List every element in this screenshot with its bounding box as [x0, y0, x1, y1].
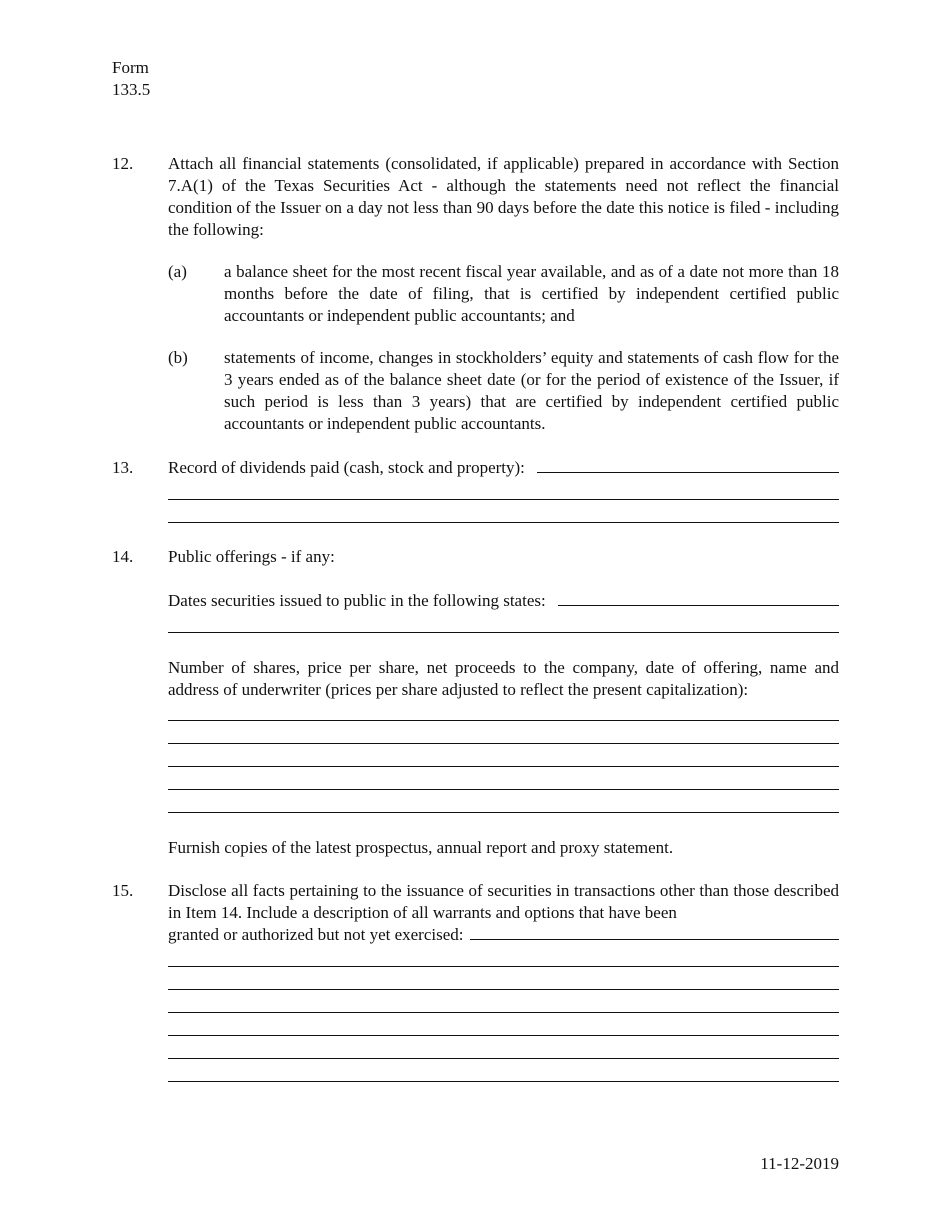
- item-12-a-letter: (a): [168, 262, 187, 281]
- securities-field-line-6[interactable]: [168, 1058, 839, 1059]
- shares-field-line-2[interactable]: [168, 743, 839, 744]
- securities-field-line-3[interactable]: [168, 989, 839, 990]
- dates-label: Dates securities issued to public in the following states:: [168, 591, 546, 610]
- shares-label: Number of shares, price per share, net proceeds to the company, date of offering, name and address of underwriter (prices per share adjusted to reflect the present capitalization):: [168, 658, 839, 699]
- item-12-b-letter: (b): [168, 348, 188, 367]
- item-13-extra-lines: [112, 499, 839, 523]
- item-12-text: Attach all financial statements (consolidated, if applicable) prepared in accordance with Section 7.A(1) of the Texas Securities Act - although the statements need not reflect the financial condition of the Issuer on a day not less than 90 days before the date this notice is filed - including the following:: [168, 154, 839, 239]
- item-14-dates: [112, 590, 839, 612]
- form-identifier: [112, 57, 150, 101]
- item-12: [112, 153, 839, 435]
- dividends-field-line-3[interactable]: [168, 522, 839, 523]
- item-14-dates-extra: [112, 632, 839, 633]
- item-15-text-tail: granted or authorized but not yet exercised:: [168, 925, 464, 944]
- dividends-field-line-1[interactable]: [537, 472, 839, 473]
- dates-field-line-1[interactable]: [558, 605, 839, 606]
- dividends-field-line-2[interactable]: [168, 499, 839, 500]
- item-12-b-text: statements of income, changes in stockholders’ equity and statements of cash flow for the 3 years ended as of the balance sheet date (or for the period of existence of the Issuer, if such period is less than 3 years) that are certified by independent certified public accountants or independent public accountants.: [224, 348, 839, 433]
- form-label: Form: [112, 58, 149, 77]
- securities-field-line-7[interactable]: [168, 1081, 839, 1082]
- furnish-text: Furnish copies of the latest prospectus, annual report and proxy statement.: [168, 838, 674, 857]
- item-12-a: [168, 261, 839, 327]
- item-15-text: Disclose all facts pertaining to the issuance of securities in transactions other than those described in Item 14. Include a description of all warrants and options that have been: [168, 881, 839, 922]
- securities-field-line-1[interactable]: [470, 939, 840, 940]
- securities-field-line-4[interactable]: [168, 1012, 839, 1013]
- securities-field-line-5[interactable]: [168, 1035, 839, 1036]
- item-13: [112, 457, 839, 479]
- revision-date: 11-12-2019: [760, 1154, 839, 1173]
- shares-field-line-4[interactable]: [168, 789, 839, 790]
- dates-field-line-2[interactable]: [168, 632, 839, 633]
- item-12-a-text: a balance sheet for the most recent fiscal year available, and as of a date not more than 18 months before the date of filing, that is certified by independent certified public accountants or independent public accountants; and: [224, 262, 839, 325]
- form-number: 133.5: [112, 80, 151, 99]
- item-15: [112, 880, 839, 946]
- item-14-number: 14.: [112, 547, 134, 566]
- item-14-furnish: [112, 837, 839, 859]
- item-12-b: [168, 347, 839, 435]
- item-13-text: Record of dividends paid (cash, stock and property):: [168, 458, 525, 477]
- item-14: [112, 546, 839, 568]
- shares-field-line-5[interactable]: [168, 812, 839, 813]
- item-14-shares-lines: [112, 720, 839, 813]
- item-13-number: 13.: [112, 458, 134, 477]
- item-14-shares: [112, 657, 839, 701]
- item-15-number: 15.: [112, 881, 134, 900]
- shares-field-line-3[interactable]: [168, 766, 839, 767]
- item-12-number: 12.: [112, 154, 134, 173]
- item-14-text: Public offerings - if any:: [168, 547, 335, 566]
- securities-field-line-2[interactable]: [168, 966, 839, 967]
- item-15-lines: [112, 966, 839, 1082]
- shares-field-line-1[interactable]: [168, 720, 839, 721]
